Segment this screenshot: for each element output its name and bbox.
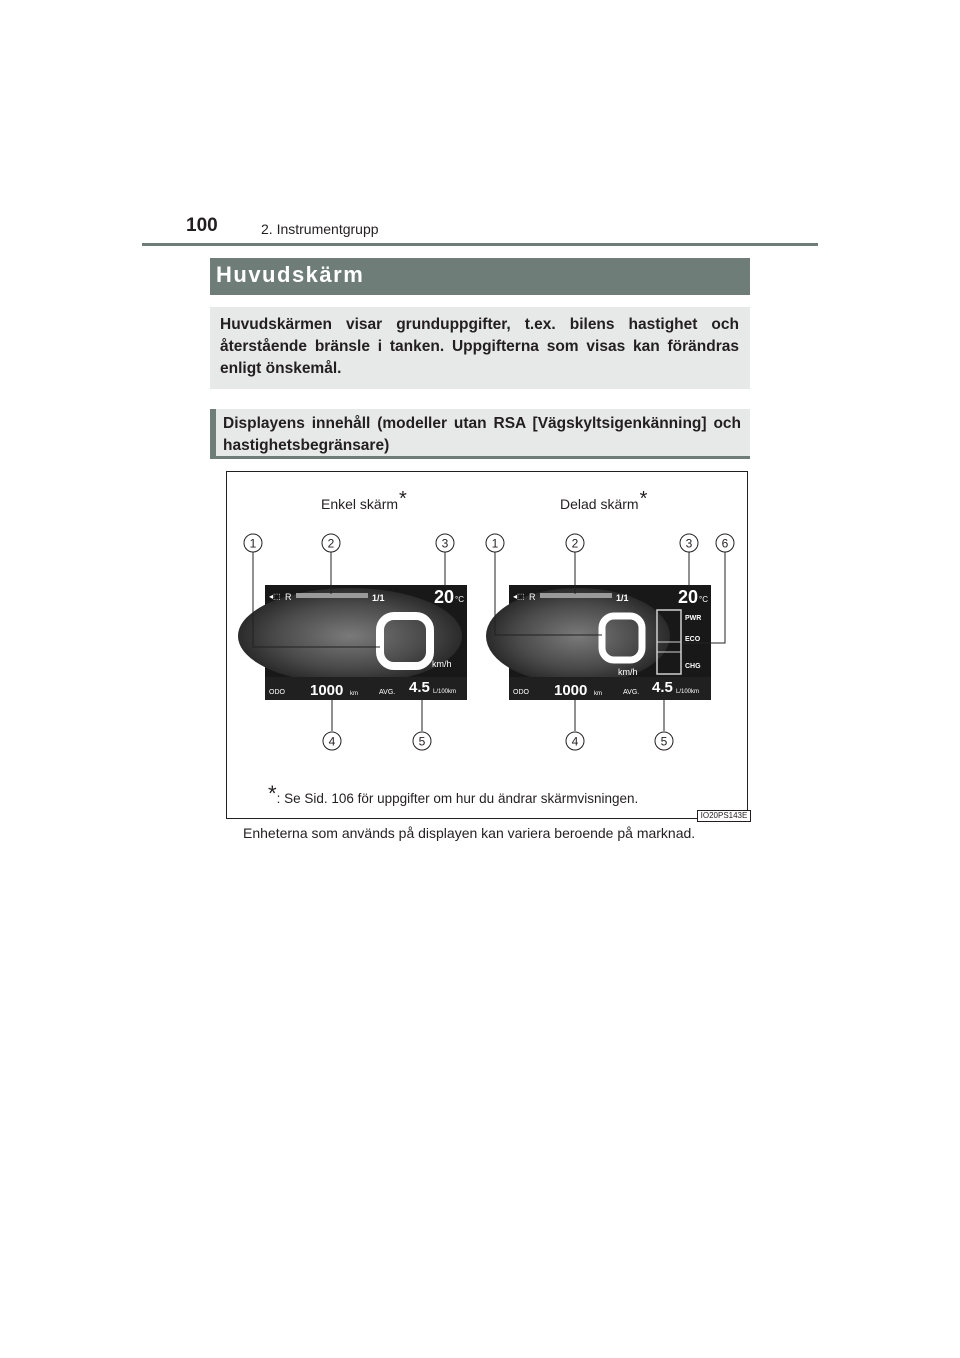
instrument-display-figure [226,471,748,819]
avg-label: AVG. [379,689,396,696]
callout-2 [322,534,340,552]
fuel-economy-value: 4.5 [409,679,430,696]
units-note: Enheterna som används på displayen kan variera beroende på marknad. [243,825,696,841]
svg-text:1: 1 [491,536,499,551]
temperature-unit: °C [699,595,708,604]
fuel-icon: ◂⬚ [269,592,281,601]
intro-text: Huvudskärmen visar grunduppgifter, t.ex. bilens hastighet och återstående bränsle i tanken. Uppgifterna som visas kan förändras enligt önskemål. [220,316,739,377]
temperature-unit: °C [455,595,464,604]
fuel-economy-value: 4.5 [652,679,673,696]
odometer-value: 1000 [310,682,344,699]
svg-text:6: 6 [721,536,729,551]
odometer-unit: km [594,691,602,697]
svg-text:5: 5 [660,734,668,749]
svg-text:5: 5 [418,734,426,749]
callout-1 [486,534,504,552]
callout-6 [716,534,734,552]
gear-indicator: R [285,592,292,602]
odometer-unit: km [350,691,358,697]
hybrid-label-eco: ECO [685,636,701,643]
split-screen-display [486,585,711,700]
outside-temperature: 20 [434,587,455,607]
fuel-economy-unit: L/100km [676,689,700,695]
asterisk-mark: * [399,488,407,510]
avg-label: AVG. [623,689,640,696]
speed-unit: km/h [618,667,638,677]
fuel-gauge-bar [540,593,612,598]
asterisk-mark: * [268,781,277,806]
subheading-text: Displayens innehåll (modeller utan RSA [Vägskyltsigenkänning] och hastighetsbegränsare) [223,415,741,454]
callout-3 [680,534,698,552]
section-title: Huvudskärm [216,262,365,287]
callout-5 [655,732,673,750]
outside-temperature: 20 [678,587,699,607]
chapter-title: 2. Instrumentgrupp [261,221,379,237]
callout-1 [244,534,262,552]
svg-text:3: 3 [441,536,449,551]
speed-unit: km/h [432,659,452,669]
odometer-value: 1000 [554,682,588,699]
odo-label: ODO [269,689,285,696]
header-rule [142,243,818,246]
fuel-economy-unit: L/100km [433,689,457,695]
svg-text:1: 1 [249,536,257,551]
fuel-gauge-bar [296,593,368,598]
gear-indicator: R [529,592,536,602]
split-screen-caption: Delad skärm* [560,488,648,512]
svg-text:3: 3 [685,536,693,551]
callout-3 [436,534,454,552]
fuel-gauge-label: 1/1 [372,593,385,603]
svg-text:4: 4 [571,734,579,749]
callout-4 [566,732,584,750]
callout-5 [413,732,431,750]
svg-text:2: 2 [327,536,335,551]
figure-code: IO20PS143E [697,810,751,822]
svg-text:4: 4 [328,734,336,749]
page-number: 100 [186,215,218,236]
single-screen-display [238,585,467,700]
figure-footnote: *: Se Sid. 106 för uppgifter om hur du ändrar skärmvisningen. [268,781,639,806]
callout-4 [323,732,341,750]
fuel-icon: ◂⬚ [513,592,525,601]
svg-text:2: 2 [571,536,579,551]
hybrid-label-chg: CHG [685,663,701,670]
single-screen-caption: Enkel skärm* [321,488,407,512]
subheading-accent [210,409,216,459]
odo-label: ODO [513,689,529,696]
fuel-gauge-label: 1/1 [616,593,629,603]
callout-2 [566,534,584,552]
hybrid-label-pwr: PWR [685,615,702,622]
asterisk-mark: * [639,488,648,510]
